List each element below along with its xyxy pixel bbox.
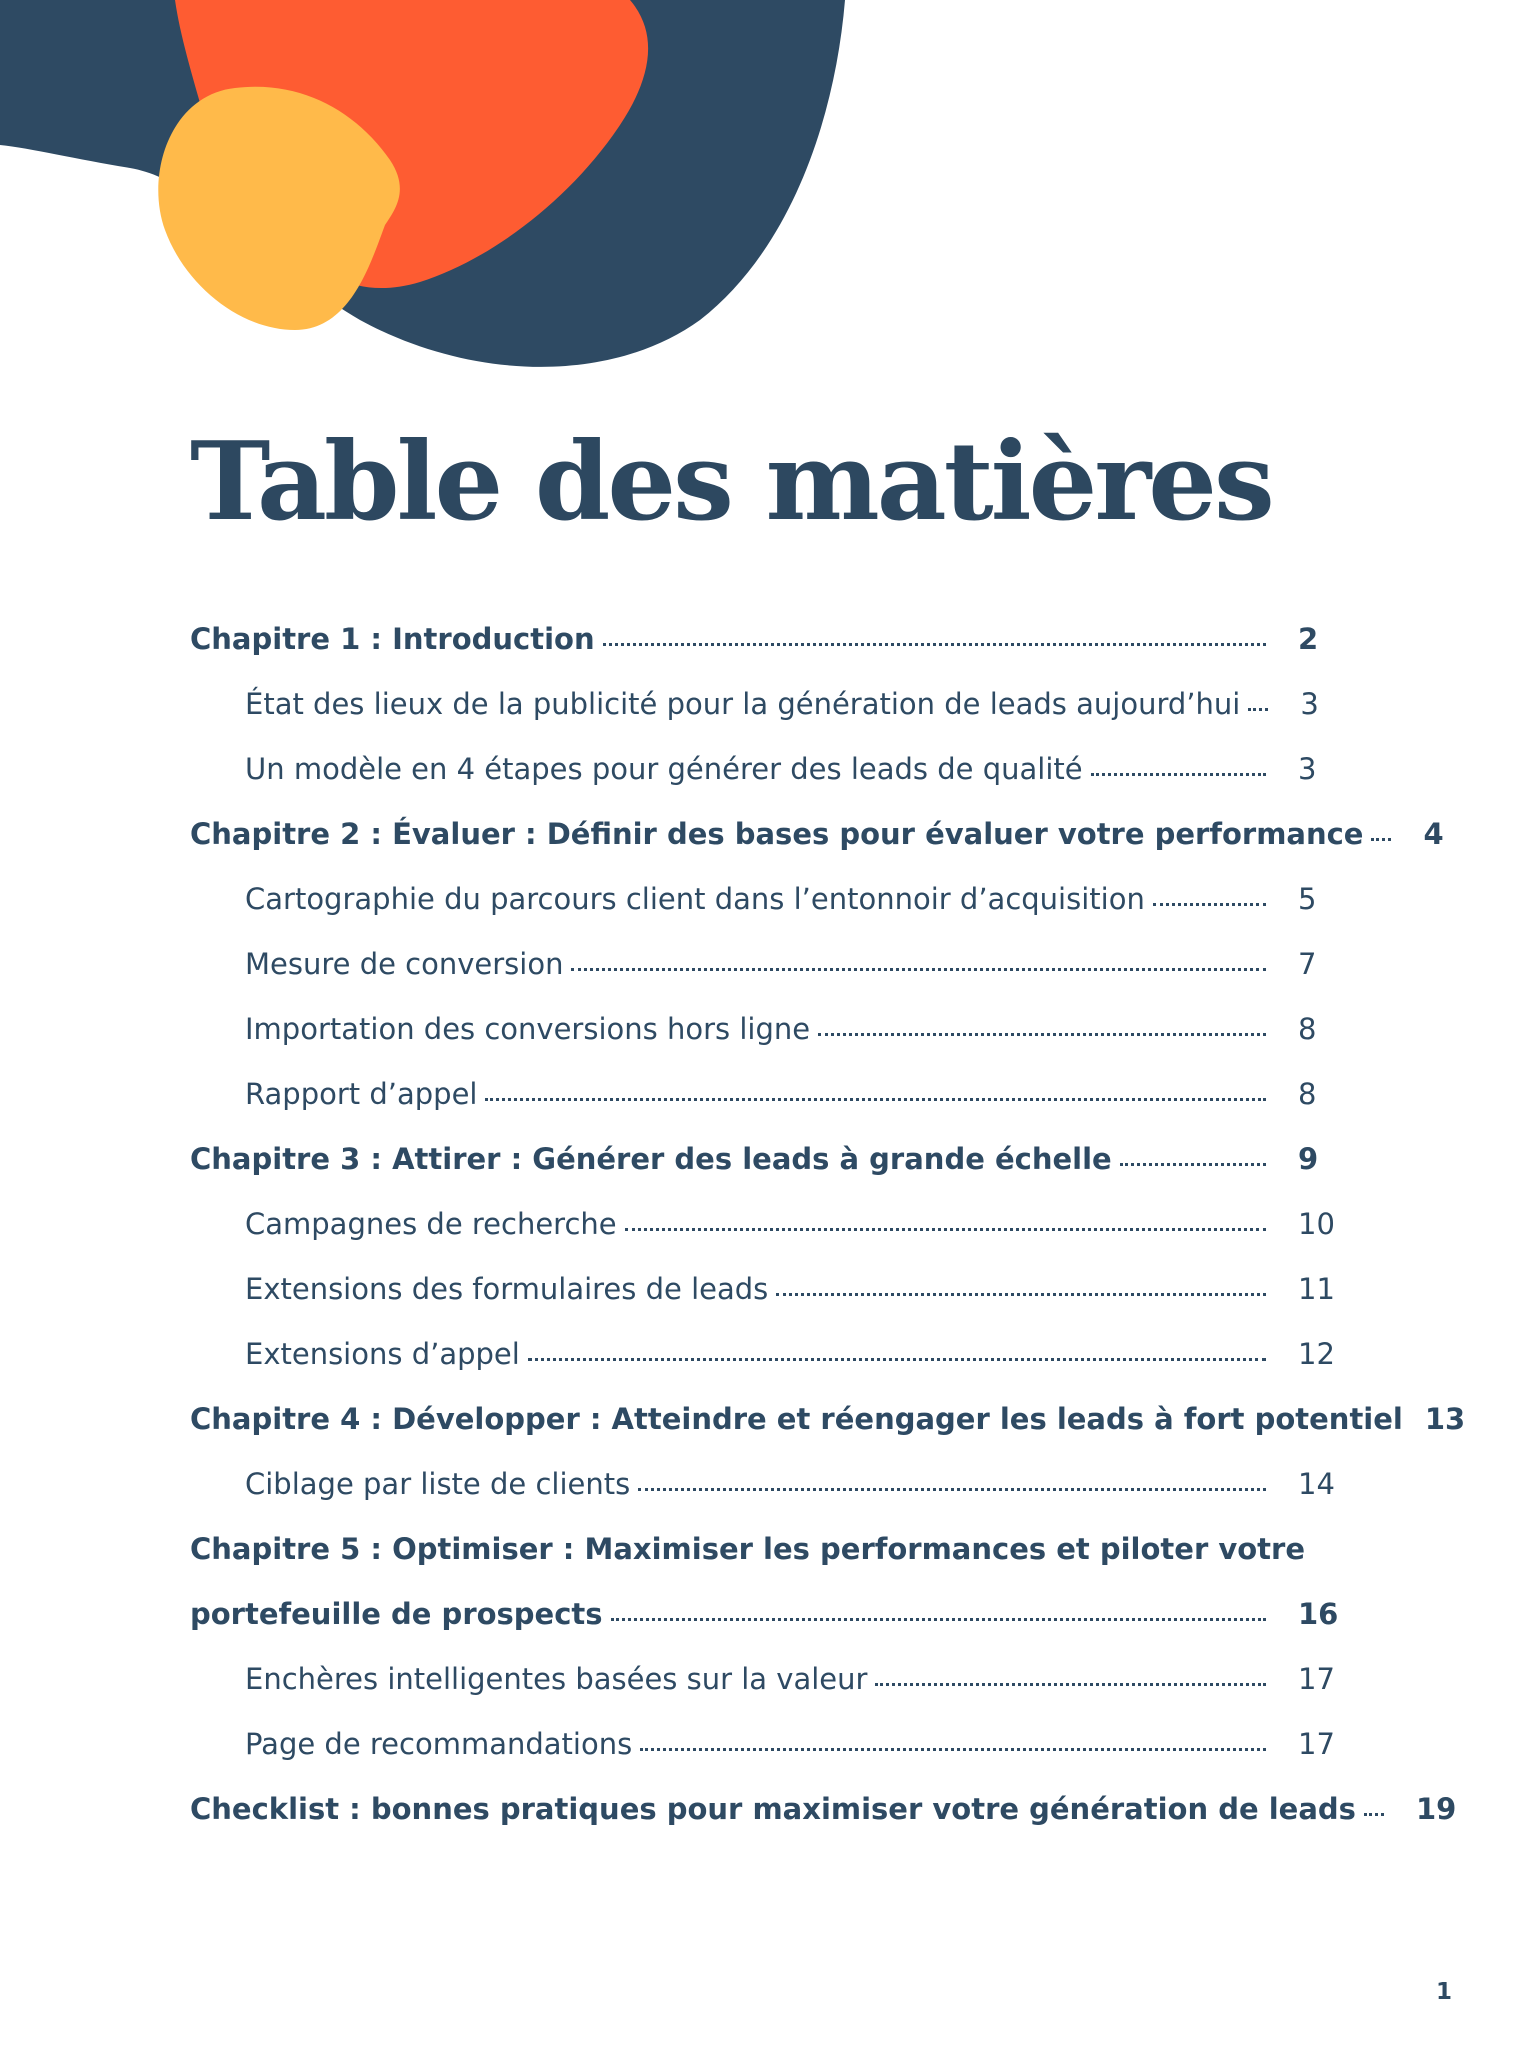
page-number: 1 — [1436, 1979, 1453, 2005]
toc-entry-label: Ciblage par liste de clients — [245, 1467, 631, 1501]
toc-entry-label: portefeuille de prospects — [190, 1597, 603, 1631]
toc-entry-label: Chapitre 4 : Développer : Atteindre et réengager les leads à fort potentiel — [190, 1402, 1403, 1436]
dot-leader — [1371, 838, 1391, 841]
toc-entry-page: 3 — [1298, 752, 1317, 786]
toc-entry-page: 10 — [1298, 1207, 1335, 1241]
dot-leader — [485, 1098, 1266, 1101]
toc-entry[interactable] — [190, 687, 1370, 752]
toc-entry-page: 9 — [1298, 1142, 1319, 1176]
dot-leader — [776, 1293, 1266, 1296]
toc-entry-label: Chapitre 3 : Attirer : Générer des leads à grande échelle — [190, 1142, 1112, 1176]
toc-entry[interactable] — [190, 1727, 1370, 1792]
toc-entry-label: Enchères intelligentes basées sur la valeur — [245, 1662, 868, 1696]
toc-entry-label: Extensions d’appel — [245, 1337, 520, 1371]
toc-entry-page: 4 — [1423, 817, 1444, 851]
toc-entry[interactable] — [190, 1337, 1370, 1402]
decorative-blob-shapes — [0, 0, 860, 380]
toc-entry-label: Campagnes de recherche — [245, 1207, 617, 1241]
toc-entry-page: 8 — [1298, 1077, 1317, 1111]
toc-entry-label: Chapitre 5 : Optimiser : Maximiser les performances et piloter votre — [190, 1532, 1306, 1566]
toc-entry[interactable] — [190, 1792, 1457, 1857]
toc-entry[interactable] — [190, 752, 1370, 817]
dot-leader — [818, 1033, 1266, 1036]
toc-entry[interactable] — [190, 622, 1370, 687]
toc-entry-page: 8 — [1298, 1012, 1317, 1046]
toc-entry-page: 11 — [1298, 1272, 1335, 1306]
toc-entry-label: Rapport d’appel — [245, 1077, 478, 1111]
toc-entry-page: 12 — [1298, 1337, 1335, 1371]
dot-leader — [1364, 1813, 1384, 1816]
dot-leader — [1248, 708, 1268, 711]
toc-entry-label: Chapitre 2 : Évaluer : Définir des bases pour évaluer votre performance — [190, 817, 1364, 851]
toc-entry-page: 13 — [1424, 1402, 1466, 1436]
toc-entry[interactable] — [190, 1402, 1466, 1467]
table-of-contents — [190, 622, 1466, 1857]
toc-entry-page: 7 — [1298, 947, 1317, 981]
toc-entry[interactable] — [190, 1142, 1370, 1207]
toc-entry[interactable] — [190, 1467, 1370, 1532]
dot-leader — [640, 1748, 1266, 1751]
toc-entry-label: État des lieux de la publicité pour la génération de leads aujourd’hui — [245, 687, 1241, 721]
dot-leader — [611, 1618, 1266, 1621]
toc-entry-label: Cartographie du parcours client dans l’entonnoir d’acquisition — [245, 882, 1145, 916]
toc-entry-page: 14 — [1298, 1467, 1335, 1501]
toc-entry-label: Un modèle en 4 étapes pour générer des leads de qualité — [245, 752, 1083, 786]
toc-entry-page: 17 — [1298, 1662, 1335, 1696]
dot-leader — [571, 968, 1266, 971]
toc-entry[interactable] — [190, 1207, 1370, 1272]
toc-entry-page: 19 — [1415, 1792, 1457, 1826]
toc-entry-label: Chapitre 1 : Introduction — [190, 622, 595, 656]
dot-leader — [875, 1683, 1266, 1686]
toc-entry[interactable] — [190, 1532, 1370, 1597]
toc-entry-page: 5 — [1298, 882, 1317, 916]
toc-entry[interactable] — [190, 1012, 1370, 1077]
toc-entry-label: Extensions des formulaires de leads — [245, 1272, 769, 1306]
dot-leader — [603, 643, 1266, 646]
page-title: Table des matières — [190, 419, 1272, 545]
dot-leader — [1153, 903, 1266, 906]
toc-entry[interactable] — [190, 947, 1370, 1012]
toc-entry-page: 2 — [1298, 622, 1319, 656]
toc-entry[interactable] — [190, 1077, 1370, 1142]
dot-leader — [638, 1488, 1266, 1491]
toc-entry[interactable] — [190, 817, 1444, 882]
dot-leader — [528, 1358, 1266, 1361]
toc-entry-label: Importation des conversions hors ligne — [245, 1012, 811, 1046]
toc-entry-page: 17 — [1298, 1727, 1335, 1761]
dot-leader — [625, 1228, 1266, 1231]
toc-entry-label: Mesure de conversion — [245, 947, 564, 981]
toc-entry-page: 16 — [1298, 1597, 1339, 1631]
toc-entry[interactable] — [190, 1662, 1370, 1727]
toc-entry-label: Page de recommandations — [245, 1727, 633, 1761]
dot-leader — [1120, 1163, 1266, 1166]
toc-entry[interactable] — [190, 882, 1370, 947]
dot-leader — [1091, 773, 1266, 776]
toc-entry[interactable] — [190, 1272, 1370, 1337]
toc-entry-label: Checklist : bonnes pratiques pour maximiser votre génération de leads — [190, 1792, 1356, 1826]
toc-entry[interactable] — [190, 1597, 1370, 1662]
toc-entry-page: 3 — [1300, 687, 1319, 721]
